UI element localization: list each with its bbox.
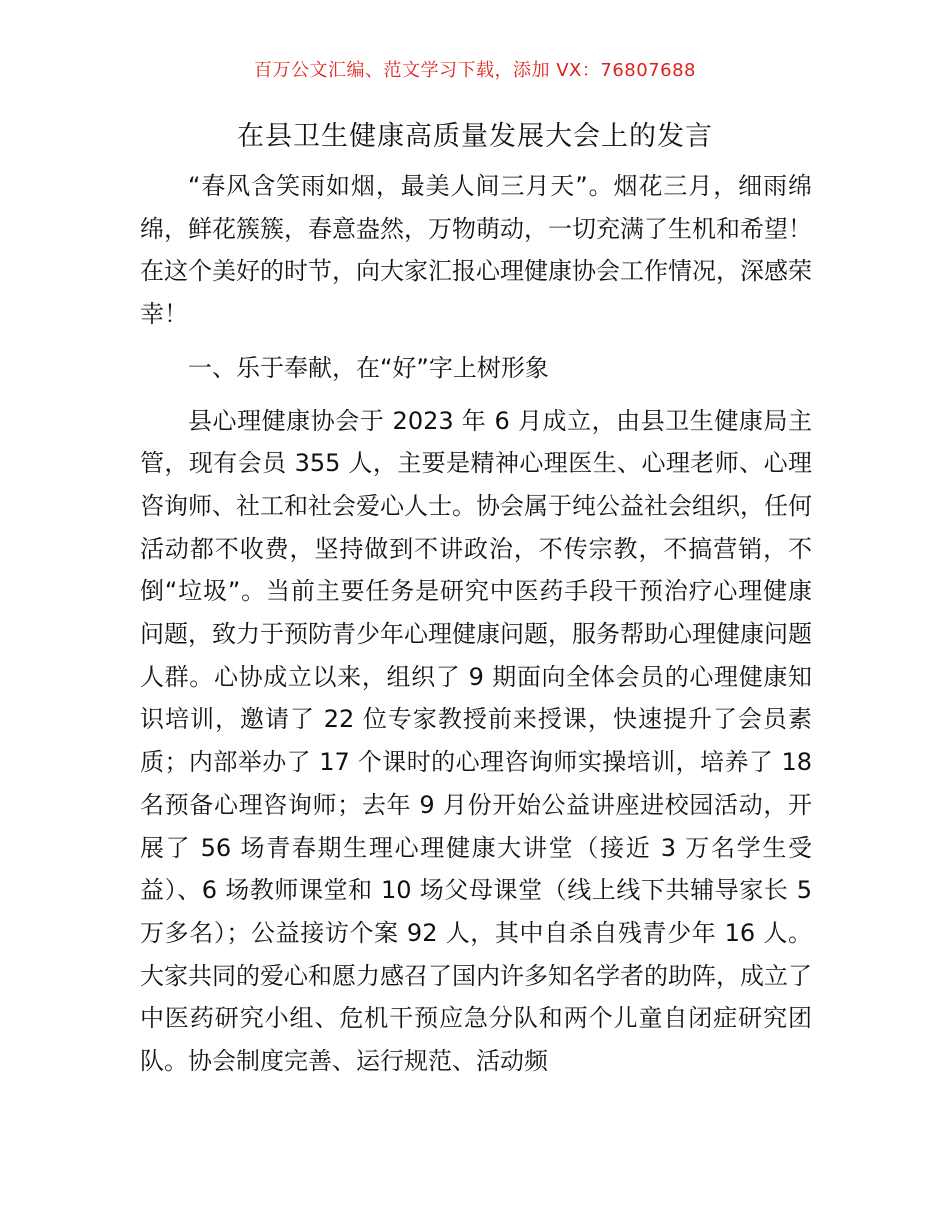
section-1-heading: 一、乐于奉献，在“好”字上树形象 bbox=[188, 353, 549, 382]
intro-paragraph: “春风含笑雨如烟，最美人间三月天”。烟花三月，细雨绵绵，鲜花簇簇，春意盎然，万物萌动，一切充满了生机和希望！在这个美好的时节，向大家汇报心理健康协会工作情况，深感荣幸！ bbox=[140, 172, 812, 329]
document-body bbox=[140, 165, 812, 1083]
header-watermark-note: 百万公文汇编、范文学习下载，添加 VX：76807688 bbox=[254, 60, 696, 81]
section-1-paragraph: 县心理健康协会于 2023 年 6 月成立，由县卫生健康局主管，现有会员 355 人，主要是精神心理医生、心理老师、心理咨询师、社工和社会爱心人士。协会属于纯公益社会组织，任何活动都不收费，坚持做到不讲政治，不传宗教，不搞营销，不倒“垃圾”。当前主要任务是研究中医药手段干预治疗心理健康问题，致力于预防青少年心理健康问题，服务帮助心理健康问题人群。心协成立以来，组织了 9 期面向全体会员的心理健康知识培训，邀请了 22 位专家教授前来授课，快速提升了会员素质；内部举办了 17 个课时的心理咨询师实操培训，培养了 18 名预备心理咨询师；去年 9 月份开始公益讲座进校园活动，开展了 56 场青春期生理心理健康大讲堂（接近 3 万名学生受益）、6 场教师课堂和 10 场父母课堂（线上线下共辅导家长 5 万多名）；公益接访个案 92 人，其中自杀自残青少年 16 人。大家共同的爱心和愿力感召了国内许多知名学者的助阵，成立了中医药研究小组、危机干预应急分队和两个儿童自闭症研究团队。协会制度完善、运行规范、活动频 bbox=[140, 406, 812, 1076]
document-title: 在县卫生健康高质量发展大会上的发言 bbox=[237, 121, 713, 152]
